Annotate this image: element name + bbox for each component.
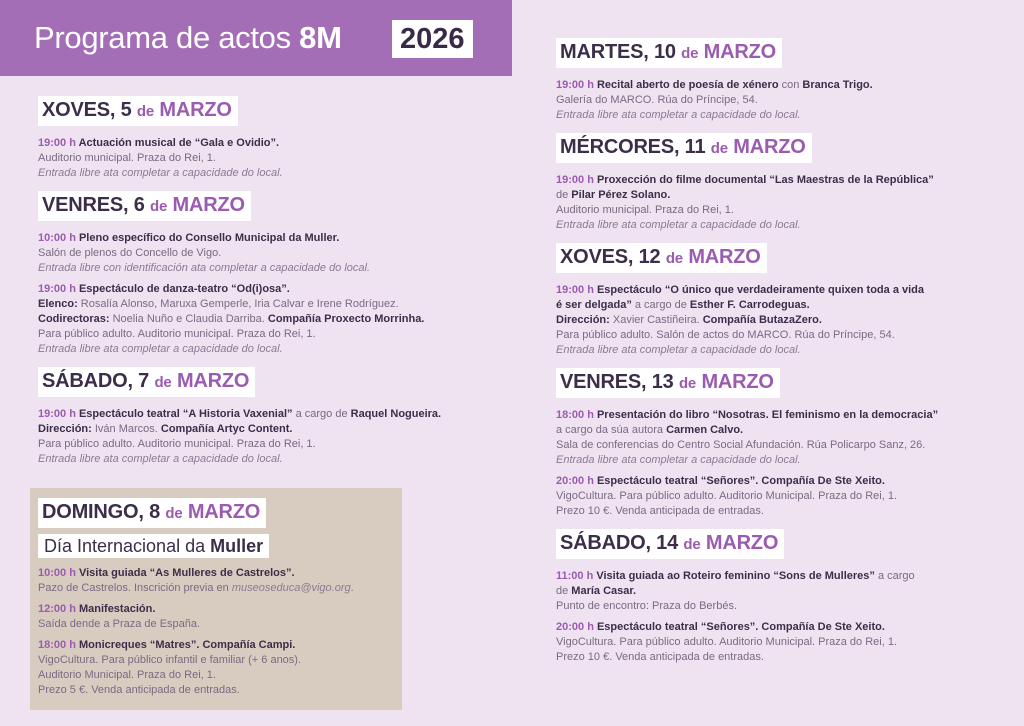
event-item [38, 136, 478, 181]
event-line [556, 328, 996, 343]
event-line [556, 453, 996, 468]
day-heading [556, 243, 767, 273]
event-text: Compañía Proxecto Morrinha. [267, 313, 425, 325]
event-line [556, 218, 996, 233]
event-item [38, 566, 398, 596]
event-line [38, 282, 478, 297]
event-text: Espectáculo teatral “Señores”. Compañía De Ste Xeito. [596, 475, 885, 487]
event-line [38, 668, 398, 683]
event-text: 19:00 h [38, 137, 79, 149]
event-text: de [556, 585, 572, 597]
event-text: con [781, 79, 803, 91]
event-text: Espectáculo teatral “Señores”. Compañía De Ste Xeito. [596, 621, 885, 633]
event-text: Proxección do filme documental “Las Maestras de la República” [596, 174, 934, 186]
event-text: 18:00 h [556, 409, 597, 421]
event-line [556, 650, 996, 665]
event-line [556, 635, 996, 650]
event-line [556, 283, 996, 298]
event-text: 18:00 h [38, 639, 79, 651]
event-text: Compañía ButazaZero. [702, 314, 822, 326]
day-month: MARZO [703, 41, 776, 63]
event-text: Entrada libre ata completar a capacidade do local. [38, 453, 283, 465]
day-weekday: SÁBADO, 14 [560, 532, 679, 554]
event-text: Dirección: [38, 423, 95, 435]
event-line [556, 188, 996, 203]
title-prefix: Programa de actos [34, 20, 291, 55]
day-month: MARZO [176, 370, 250, 392]
event-item [556, 569, 996, 614]
day-de: de [710, 140, 728, 157]
event-text: 10:00 h [38, 232, 79, 244]
event-text: VigoCultura. Para público adulto. Auditorio Municipal. Praza do Rei, 1. [556, 490, 897, 502]
event-text: a cargo [877, 570, 915, 582]
event-text: Auditorio Municipal. Praza do Rei, 1. [38, 669, 216, 681]
event-line [38, 327, 478, 342]
event-text: 19:00 h [38, 408, 79, 420]
event-text: de [556, 189, 572, 201]
day-heading [556, 38, 782, 68]
event-text: Entrada libre ata completar a capacidade do local. [38, 167, 283, 179]
event-line [556, 599, 996, 614]
event-text: Manifestación. [78, 603, 156, 615]
event-line [38, 136, 478, 151]
day-month: MARZO [705, 532, 779, 554]
event-line [38, 602, 398, 617]
event-text: Rosalía Alonso, Maruxa Gemperle, Iria Calvar e Irene Rodríguez. [80, 298, 399, 310]
event-item [38, 638, 398, 698]
day-month: MARZO [159, 99, 232, 121]
event-line [38, 151, 478, 166]
event-text: . [350, 582, 354, 594]
day-heading [556, 133, 812, 163]
day-de: de [665, 250, 683, 267]
event-text: 20:00 h [556, 475, 597, 487]
event-text: Sala de conferencias do Centro Social Afundación. Rúa Policarpo Sanz, 26. [556, 439, 926, 451]
event-text: Entrada libre ata completar a capacidade do local. [556, 109, 801, 121]
event-line [556, 423, 996, 438]
event-text: Xavier Castiñeira. [612, 314, 703, 326]
right-column [556, 38, 996, 675]
event-line [38, 683, 398, 698]
day-de: de [678, 375, 697, 392]
day-weekday: MARTES, 10 [560, 41, 676, 63]
sunday-section [38, 498, 398, 704]
event-text: a cargo de [634, 299, 690, 311]
day-section-xoves5 [38, 96, 478, 181]
event-text: é ser delgada” [556, 299, 635, 311]
event-text: Presentación do libro “Nosotras. El feminismo en la democracia” [596, 409, 939, 421]
event-text: Entrada libre ata completar a capacidade do local. [556, 219, 801, 231]
event-item [38, 231, 478, 276]
event-line [556, 108, 996, 123]
event-item [556, 78, 996, 123]
day-weekday: XOVES, 5 [42, 99, 132, 121]
event-item [556, 620, 996, 665]
day-section-mercores11 [556, 133, 996, 233]
event-text: Galería do MARCO. Rúa do Príncipe, 54. [556, 94, 758, 106]
event-text: Saída dende a Praza de España. [38, 618, 201, 630]
event-line [38, 261, 478, 276]
event-text: Pilar Pérez Solano. [571, 189, 671, 201]
event-text: Dirección: [556, 314, 613, 326]
event-line [556, 620, 996, 635]
day-weekday: VENRES, 6 [42, 194, 145, 216]
event-item [38, 602, 398, 632]
event-line [38, 407, 478, 422]
event-item [556, 474, 996, 519]
event-text: Para público adulto. Salón de actos do MARCO. Rúa do Príncipe, 54. [556, 329, 895, 341]
day-section-venres13 [556, 368, 996, 519]
event-text: a cargo de [295, 408, 351, 420]
event-text: Pazo de Castrelos. Inscrición previa en [38, 582, 232, 594]
event-text: 19:00 h [556, 284, 597, 296]
event-text: Codirectoras: [38, 313, 113, 325]
day-de: de [681, 45, 699, 62]
event-line [556, 569, 996, 584]
event-text: Noelia Nuño e Claudia Darriba. [112, 313, 268, 325]
event-item [38, 282, 478, 357]
day-heading [38, 498, 266, 528]
subtitle-bold: Muller [210, 536, 264, 556]
event-line [38, 312, 478, 327]
event-text: 11:00 h [556, 570, 597, 582]
event-text: Auditorio municipal. Praza do Rei, 1. [556, 204, 734, 216]
event-text: Carmen Calvo. [666, 424, 744, 436]
event-line [556, 408, 996, 423]
day-section-sabado7 [38, 367, 478, 467]
day-de: de [136, 103, 155, 120]
event-line [556, 173, 996, 188]
event-text: VigoCultura. Para público adulto. Auditorio Municipal. Praza do Rei, 1. [556, 636, 897, 648]
event-text: Pleno específico do Consello Municipal da Muller. [78, 232, 340, 244]
event-text: Salón de plenos do Concello de Vigo. [38, 247, 222, 259]
page-title [34, 20, 342, 56]
day-de: de [683, 536, 701, 553]
day-section-sabado14 [556, 529, 996, 665]
event-text: Iván Marcos. [94, 423, 161, 435]
day-month: MARZO [701, 371, 774, 393]
event-line [38, 342, 478, 357]
event-line [556, 474, 996, 489]
day-subtitle [38, 534, 269, 558]
title-banner [0, 0, 512, 76]
day-heading [556, 529, 784, 559]
subtitle-normal: Día Internacional da [44, 536, 211, 556]
event-text: Branca Trigo. [802, 79, 873, 91]
event-text: Para público adulto. Auditorio municipal. Praza do Rei, 1. [38, 438, 316, 450]
event-line [38, 166, 478, 181]
event-text: Punto de encontro: Praza do Berbés. [556, 600, 738, 612]
event-text: Prezo 5 €. Venda anticipada de entradas. [38, 684, 240, 696]
day-heading [38, 96, 238, 126]
title-bold: 8M [299, 20, 342, 55]
event-line [38, 617, 398, 632]
event-line [38, 638, 398, 653]
day-month: MARZO [688, 246, 761, 268]
day-weekday: SÁBADO, 7 [42, 370, 150, 392]
event-text: 19:00 h [556, 174, 597, 186]
event-item [38, 407, 478, 467]
day-weekday: DOMINGO, 8 [42, 501, 161, 523]
event-text: Visita guiada “As Mulleres de Castrelos”. [78, 567, 295, 579]
event-text: Entrada libre ata completar a capacidade do local. [556, 454, 801, 466]
day-de: de [165, 505, 183, 522]
event-text: 10:00 h [38, 567, 79, 579]
event-line [556, 504, 996, 519]
event-text: Raquel Nogueira. [350, 408, 442, 420]
event-line [38, 297, 478, 312]
day-month: MARZO [172, 194, 245, 216]
event-line [556, 489, 996, 504]
event-text: Actuación musical de “Gala e Ovidio”. [78, 137, 280, 149]
event-text: Compañía Artyc Content. [160, 423, 293, 435]
event-text: Para público adulto. Auditorio municipal. Praza do Rei, 1. [38, 328, 316, 340]
event-line [556, 93, 996, 108]
event-item [556, 408, 996, 468]
event-item [556, 173, 996, 233]
day-section-venres6 [38, 191, 478, 357]
event-line [38, 452, 478, 467]
event-text: Espectáculo teatral “A Historia Vaxenial” [78, 408, 296, 420]
event-text: Auditorio municipal. Praza do Rei, 1. [38, 152, 216, 164]
left-column [38, 96, 478, 477]
day-heading [556, 368, 780, 398]
event-line [38, 653, 398, 668]
year-badge: 2026 [392, 20, 473, 58]
event-text: Prezo 10 €. Venda anticipada de entradas. [556, 505, 764, 517]
event-text: 19:00 h [38, 283, 79, 295]
event-text: 20:00 h [556, 621, 597, 633]
event-item [556, 283, 996, 358]
day-section-xoves12 [556, 243, 996, 358]
event-text: Entrada libre ata completar a capacidade do local. [38, 343, 283, 355]
event-line [38, 581, 398, 596]
event-text: 19:00 h [556, 79, 597, 91]
day-weekday: MÉRCORES, 11 [560, 136, 706, 158]
event-text: Espectáculo de danza-teatro “Od(i)osa”. [78, 283, 290, 295]
event-text: 12:00 h [38, 603, 79, 615]
event-text: VigoCultura. Para público infantil e familiar (+ 6 anos). [38, 654, 302, 666]
event-text: Visita guiada ao Roteiro feminino “Sons de Mulleres” [596, 570, 878, 582]
event-text: Esther F. Carrodeguas. [689, 299, 810, 311]
day-heading [38, 191, 251, 221]
day-de: de [154, 374, 172, 391]
event-line [38, 246, 478, 261]
event-text: Espectáculo “O único que verdadeiramente quixen toda a vida [596, 284, 925, 296]
event-line [556, 313, 996, 328]
event-line [556, 203, 996, 218]
day-section-martes10 [556, 38, 996, 123]
event-text: Monicreques “Matres”. Compañía Campi. [78, 639, 296, 651]
day-weekday: VENRES, 13 [560, 371, 674, 393]
event-line [38, 422, 478, 437]
day-month: MARZO [733, 136, 806, 158]
event-text: Entrada libre ata completar a capacidade do local. [556, 344, 801, 356]
event-line [556, 584, 996, 599]
event-text: Recital aberto de poesía de xénero [596, 79, 782, 91]
event-line [556, 438, 996, 453]
event-line [38, 566, 398, 581]
event-text: a cargo da súa autora [556, 424, 667, 436]
event-line [556, 343, 996, 358]
event-text: Prezo 10 €. Venda anticipada de entradas. [556, 651, 764, 663]
event-text: María Casar. [571, 585, 637, 597]
event-text: Elenco: [38, 298, 81, 310]
day-heading [38, 367, 255, 397]
day-weekday: XOVES, 12 [560, 246, 661, 268]
event-line [38, 437, 478, 452]
event-line [556, 78, 996, 93]
event-text: museoseduca@vigo.org [231, 582, 351, 594]
event-line [556, 298, 996, 313]
day-month: MARZO [187, 501, 261, 523]
day-de: de [150, 198, 168, 215]
event-line [38, 231, 478, 246]
event-text: Entrada libre con identificación ata completar a capacidade do local. [38, 262, 371, 274]
